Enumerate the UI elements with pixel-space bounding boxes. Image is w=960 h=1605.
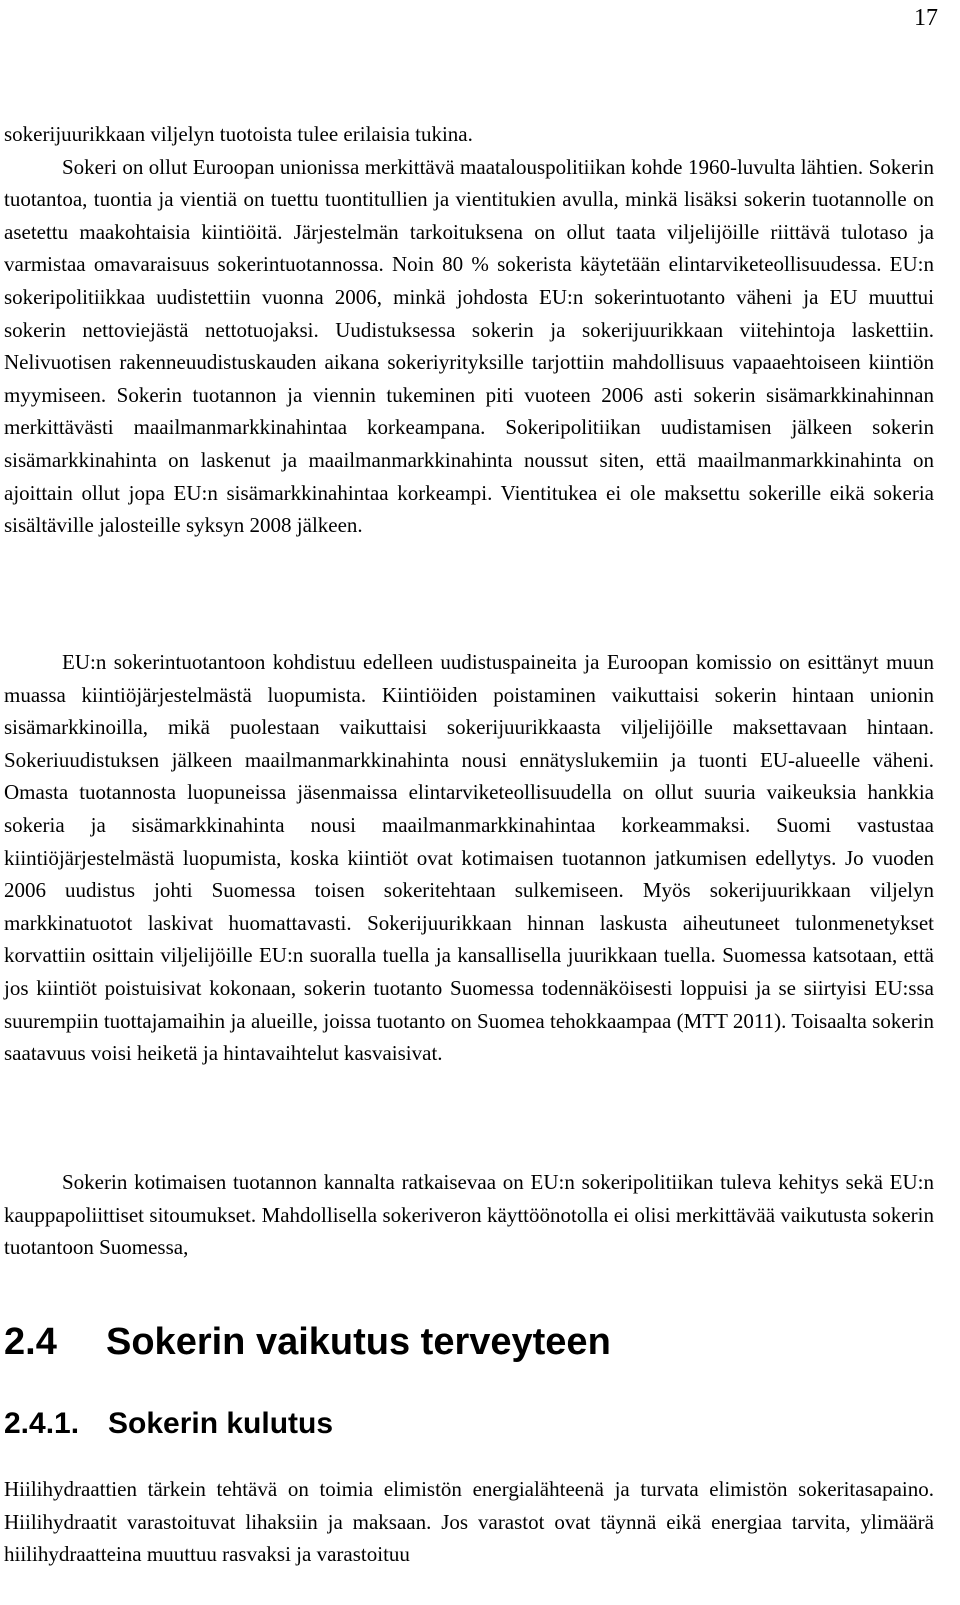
subsection-heading <box>4 1403 333 1445</box>
paragraph-carbohydrates: Hiilihydraattien tärkein tehtävä on toimia elimistön energialähteenä ja turvata elimistön sokeritasapaino. Hiilihydraatit varastoituvat lihaksiin ja maksaan. Jos varastot ovat täynnä eikä energiaa tarvita, ylimäärä hiilihydraatteina muuttuu rasvaksi ja varastoituu <box>4 1477 934 1567</box>
section-number: 2.4 <box>4 1321 57 1363</box>
section-heading <box>4 1316 611 1368</box>
text-block-reform-pressure <box>4 646 934 1070</box>
paragraph-sugar-policy: Sokeri on ollut Euroopan unionissa merkittävä maatalouspolitiikan kohde 1960-luvulta lähtien. Sokerin tuotantoa, tuontia ja vientiä on tuettu tuontitullien ja vientitukien avulla, minkä lisäksi sokerin tuotannolle on asetettu maakohtaisia kiintiöitä. Järjestelmän tarkoituksena on ollut taata viljelijöille riittävä tulotaso ja varmistaa omavaraisuus sokerintuotannossa. Noin 80 % sokerista käytetään elintarviketeollisuudessa. EU:n sokeripolitiikkaa uudistettiin vuonna 2006, minkä johdosta EU:n sokerintuotanto väheni ja EU muuttui sokerin nettoviejästä nettotuojaksi. Uudistuksessa sokerin ja sokerijuurikkaan viitehintoja laskettiin. Nelivuotisen rakenneuudistuskauden aikana sokeriyrityksille tarjottiin mahdollisuus vapaaehtoiseen kiintiön myymiseen. Sokerin tuotannon ja viennin tukeminen piti vuoteen 2006 asti sokerin sisämarkkinahinnan merkittävästi maailmanmarkkinahintaa korkeampana. Sokeripolitiikan uudistamisen jälkeen sokerin sisämarkkinahinta on laskenut ja maailmanmarkkinahinta noussut siten, että maailmanmarkkinahinta on ajoittain ollut jopa EU:n sisämarkkinahintaa korkeampi. Vientitukea ei ole maksettu sokerille eikä sokeria sisältäville jalosteille syksyn 2008 jälkeen. <box>4 154 934 538</box>
text-block-carbohydrates <box>4 1473 934 1571</box>
paragraph-domestic-production: Sokerin kotimaisen tuotannon kannalta ratkaisevaa on EU:n sokeripolitiikan tuleva kehitys sekä EU:n kauppapoliittiset sitoumukset. Mahdollisella sokeriveron käyttöönotolla ei olisi merkittävää vaikutusta sokerin tuotantoon Suomessa, <box>4 1170 934 1260</box>
text-block-domestic-production <box>4 1166 934 1264</box>
subsection-title: Sokerin kulutus <box>108 1407 334 1440</box>
section-title: Sokerin vaikutus terveyteen <box>106 1321 611 1363</box>
subsection-number: 2.4.1. <box>4 1407 80 1440</box>
lead-line: sokerijuurikkaan viljelyn tuotoista tulee erilaisia tukina. <box>4 122 473 146</box>
page-number: 17 <box>914 5 938 31</box>
text-block-sugar-policy <box>4 118 934 542</box>
paragraph-reform-pressure: EU:n sokerintuotantoon kohdistuu edelleen uudistuspaineita ja Euroopan komissio on esittänyt muun muassa kiintiöjärjestelmästä luopumista. Kiintiöiden poistaminen vaikuttaisi sokerin hintaan unionin sisämarkkinoilla, mikä puolestaan vaikuttaisi sokerijuurikkaasta viljelijöille maksettavaan hintaan. Sokeriuudistuksen jälkeen maailmanmarkkinahinta nousi ennätyslukemiin ja tuonti EU-alueelle väheni. Omasta tuotannosta luopuneissa jäsenmaissa elintarviketeollisuudella on ollut suuria vaikeuksia hankkia sokeria ja sisämarkkinahinta nousi maailmanmarkkinahintaa korkeammaksi. Suomi vastustaa kiintiöjärjestelmästä luopumista, koska kiintiöt ovat kotimaisen tuotannon jatkumisen edellytys. Jo vuoden 2006 uudistus johti Suomessa toisen sokeritehtaan sulkemiseen. Myös sokerijuurikkaan viljelyn markkinatuotot laskivat huomattavasti. Sokerijuurikkaan hinnan laskusta aiheutuneet tulonmenetykset korvattiin osittain viljelijöille EU:n suoralla tuella ja kansallisella juurikkaan tuella. Suomessa katsotaan, että jos kiintiöt poistuisivat kokonaan, sokerin tuotanto Suomessa todennäköisesti loppuisi ja se siirtyisi EU:ssa suurempiin tuottajamaihin ja alueille, joissa tuotanto on Suomea tehokkaampaa (MTT 2011). Toisaalta sokerin saatavuus voisi heiketä ja hintavaihtelut kasvaisivat. <box>4 650 934 1066</box>
